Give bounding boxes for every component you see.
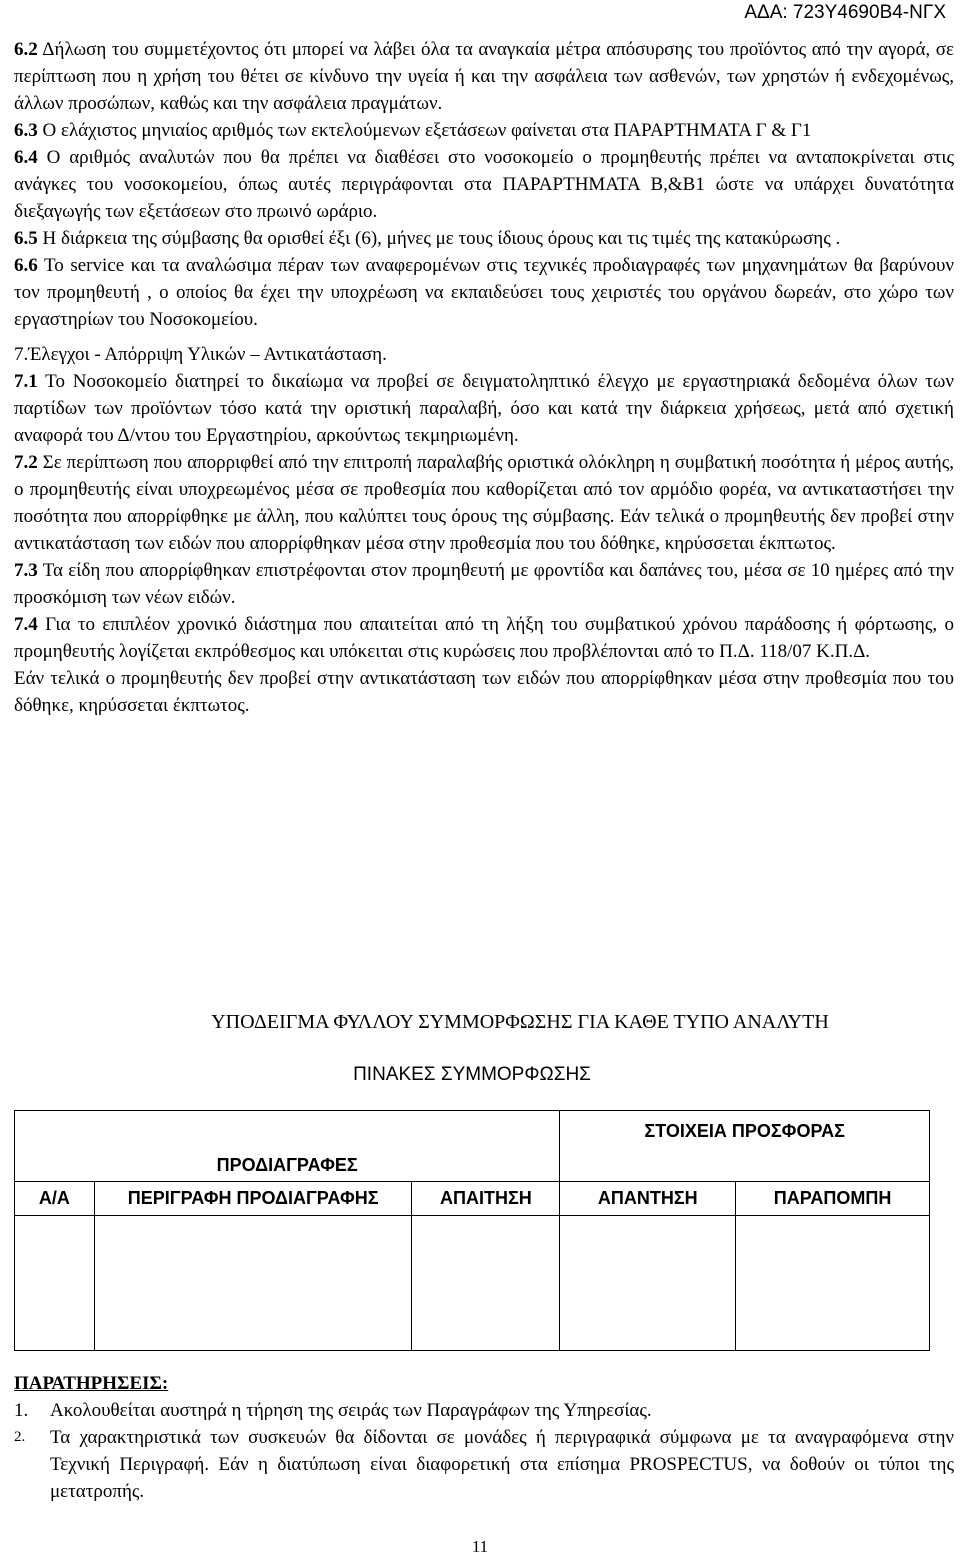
table-empty-row: [15, 1216, 930, 1351]
table-cell: [560, 1216, 736, 1351]
paragraph-7-3: [14, 557, 954, 611]
tables-title: ΠΙΝΑΚΕΣ ΣΥΜΜΟΡΦΩΣΗΣ: [353, 1064, 591, 1085]
compliance-table: [14, 1110, 930, 1351]
paragraph-text: Το Νοσοκομείο διατηρεί το δικαίωμα να προβεί σε δειγματοληπτικό έλεγχο με εργαστηριακά δεδομένα όλων των παρτίδων των προϊόντων τόσο κατά την οριστική παραλαβή, όσο και κατά την διάρκεια χρήσεως, μετά από σχετική αναφορά του Δ/ντου του Εργαστηρίου, αρκούντως τεκμηριωμένη.: [14, 371, 954, 446]
page-number: 11: [471, 1537, 489, 1556]
paragraph-number: 6.6: [14, 255, 38, 276]
column-header-reference: ΠΑΡΑΠΟΜΠΗ: [736, 1182, 930, 1216]
note-text: Τα χαρακτηριστικά των συσκευών θα δίδονται σε μονάδες ή περιγραφικά σύμφωνα με τα αναγραφόμενα στην Τεχνική Περιγραφή. Εάν η διατύπωση είναι διαφορετική στα επίσημα PROSPECTUS, να δοθούν οι τύποι της μετατροπής.: [50, 1427, 954, 1502]
table-cell: [736, 1216, 930, 1351]
column-header-description: ΠΕΡΙΓΡΑΦΗ ΠΡΟΔΙΑΓΡΑΦΗΣ: [94, 1182, 412, 1216]
paragraph-number: 7.3: [14, 560, 38, 581]
paragraph-text: Τα είδη που απορρίφθηκαν επιστρέφονται στον προμηθευτή με φροντίδα και δαπάνες του, μέσα σε 10 ημέρες από την προσκόμιση των νέων ειδών.: [14, 560, 954, 608]
notes-section: [14, 1371, 954, 1505]
paragraph-number: 7.2: [14, 452, 38, 473]
table-cell: [412, 1216, 560, 1351]
spacer: [14, 333, 954, 341]
paragraph-number: 6.4: [14, 147, 38, 168]
table-cell: [15, 1216, 95, 1351]
paragraph-number: 6.5: [14, 228, 38, 249]
paragraph-text: Σε περίπτωση που απορριφθεί από την επιτροπή παραλαβής οριστικά ολόκληρη η συμβατική ποσότητα ή μέρος αυτής, ο προμηθευτής είναι υποχρεωμένος μέσα σε προθεσμία που καθορίζεται από τον αρμόδιο φορέα, να αντικαταστήσει την ποσότητα που απορρίφθηκε με άλλη, που καλύπτει τους όρους της σύμβασης. Εάν τελικά ο προμηθευτής δεν προβεί στην αντικατάσταση των ειδών που απορρίφθηκαν μέσα στην προθεσμία που του δόθηκε, κηρύσσεται έκπτωτος.: [14, 452, 954, 554]
paragraph-text: Εάν τελικά ο προμηθευτής δεν προβεί στην αντικατάσταση των ειδών που απορρίφθηκαν μέσα στην προθεσμία που του δόθηκε, κηρύσσεται έκπτωτος.: [14, 668, 954, 716]
paragraph-number: 6.2: [14, 39, 38, 60]
section-7-heading: [14, 341, 954, 368]
table-group-header-row: [15, 1111, 930, 1182]
paragraph-6-3: [14, 117, 954, 144]
note-number: 1.: [14, 1400, 29, 1421]
notes-title: ΠΑΡΑΤΗΡΗΣΕΙΣ:: [14, 1373, 169, 1394]
paragraph-text: Το service και τα αναλώσιμα πέραν των αναφερομένων στις τεχνικές προδιαγραφές των μηχανημάτων θα βαρύνουν τον προμηθευτή , ο οποίος θα έχει την υποχρέωση να εκπαιδεύσει τους χειριστές του οργάνου δωρεάν, στο χώρο των εργαστηρίων του Νοσοκομείου.: [14, 255, 954, 330]
paragraph-number: 7.4: [14, 614, 38, 635]
paragraph-number: 7.1: [14, 371, 38, 392]
form-title: ΥΠΟΔΕΙΓΜΑ ΦΥΛΛΟΥ ΣΥΜΜΟΡΦΩΣΗΣ ΓΙΑ ΚΑΘΕ ΤΥΠΟ ΑΝΑΛΥΤΗ: [211, 1011, 829, 1033]
paragraph-7-4: [14, 611, 954, 665]
column-header-aa: Α/Α: [15, 1182, 95, 1216]
paragraph-text: Ο αριθμός αναλυτών που θα πρέπει να διαθέσει στο νοσοκομείο ο προμηθευτής πρέπει να ανταποκρίνεται στις ανάγκες του νοσοκομείου, όπως αυτές περιγράφονται στα ΠΑΡΑΡΤΗΜΑΤΑ Β,&Β1 ώστε να υπάρχει δυνατότητα διεξαγωγής των εξετάσεων στο πρωινό ωράριο.: [14, 147, 954, 222]
paragraph-text: Δήλωση του συμμετέχοντος ότι μπορεί να λάβει όλα τα αναγκαία μέτρα απόσυρσης του προϊόντος από την αγορά, σε περίπτωση που η χρήση του θέτει σε κίνδυνο την υγεία ή και την ασφάλεια των ασθενών, των χρηστών ή ενδεχομένως, άλλων προσώπων, καθώς και την ασφάλεια πραγμάτων.: [14, 39, 954, 114]
paragraph-6-6: [14, 252, 954, 333]
note-number: 2.: [14, 1429, 26, 1445]
paragraph-6-5: [14, 225, 954, 252]
paragraph-text: Η διάρκεια της σύμβασης θα ορισθεί έξι (6), μήνες με τους ίδιους όρους και τις τιμές της κατακύρωσης .: [37, 228, 841, 249]
paragraph-7-2: [14, 449, 954, 557]
paragraph-6-2: [14, 36, 954, 117]
paragraph-number: 6.3: [14, 120, 38, 141]
table-header-row: [15, 1182, 930, 1216]
offer-group-header: ΣΤΟΙΧΕΙΑ ΠΡΟΣΦΟΡΑΣ: [560, 1111, 930, 1182]
paragraph-6-4: [14, 144, 954, 225]
paragraph-closing: [14, 665, 954, 719]
column-header-answer: ΑΠΑΝΤΗΣΗ: [560, 1182, 736, 1216]
paragraph-text: Ο ελάχιστος μηνιαίος αριθμός των εκτελούμενων εξετάσεων φαίνεται στα ΠΑΡΑΡΤΗΜΑΤΑ Γ & Γ1: [37, 120, 812, 141]
section-heading-text: 7.Έλεγχοι - Απόρριψη Υλικών – Αντικατάσταση.: [14, 344, 387, 365]
ada-header: ΑΔΑ: 723Υ4690Β4-ΝΓΧ: [744, 2, 946, 23]
note-item: [14, 1397, 954, 1424]
note-text: Ακολουθείται αυστηρά η τήρηση της σειράς των Παραγράφων της Υπηρεσίας.: [50, 1400, 652, 1421]
document-body: [14, 36, 954, 719]
table-cell: [94, 1216, 412, 1351]
note-item: [14, 1424, 954, 1505]
paragraph-text: Για το επιπλέον χρονικό διάστημα που απαιτείται από τη λήξη του συμβατικού χρόνου παράδοσης ή φόρτωσης, ο προμηθευτής λογίζεται εκπρόθεσμος και υπόκειται στις κυρώσεις που προβλέπονται από το Π.Δ. 118/07 Κ.Π.Δ.: [14, 614, 954, 662]
specs-group-header: ΠΡΟΔΙΑΓΡΑΦΕΣ: [15, 1111, 560, 1182]
paragraph-7-1: [14, 368, 954, 449]
column-header-requirement: ΑΠΑΙΤΗΣΗ: [412, 1182, 560, 1216]
